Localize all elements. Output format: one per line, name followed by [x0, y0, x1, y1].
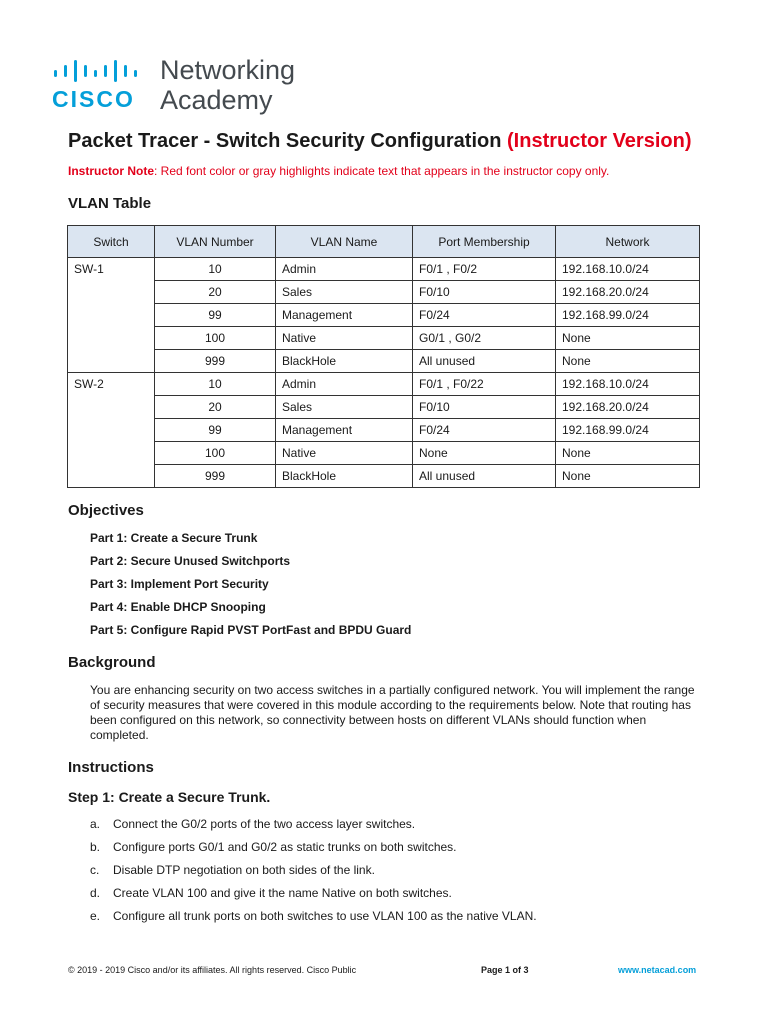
table-row: [68, 442, 700, 465]
objective-item: Part 1: Create a Secure Trunk: [90, 531, 258, 545]
step-letter: d.: [90, 886, 101, 900]
network-cell: None: [556, 442, 700, 465]
table-header-row: [68, 226, 700, 258]
port-membership-cell: F0/24: [413, 419, 556, 442]
objective-item: Part 2: Secure Unused Switchports: [90, 554, 291, 568]
brand-line-2: Academy: [160, 85, 273, 115]
step-letter: b.: [90, 840, 101, 854]
vlan-number-cell: 99: [155, 419, 276, 442]
vlan-name-cell: Management: [276, 304, 413, 327]
table-row: [68, 281, 700, 304]
vlan-number-cell: 99: [155, 304, 276, 327]
vlan-table-heading: VLAN Table: [68, 195, 152, 212]
switch-cell: SW-2: [68, 373, 155, 488]
network-cell: None: [556, 350, 700, 373]
port-membership-cell: G0/1 , G0/2: [413, 327, 556, 350]
vlan-number-cell: 999: [155, 465, 276, 488]
step-item: [90, 885, 537, 908]
step-text: Configure all trunk ports on both switches to use VLAN 100 as the native VLAN.: [113, 909, 537, 923]
step-text: Connect the G0/2 ports of the two access layer switches.: [113, 817, 416, 831]
step-letter: c.: [90, 863, 100, 877]
column-header: VLAN Name: [276, 226, 413, 258]
step-text: Disable DTP negotiation on both sides of the link.: [113, 863, 375, 877]
step-item: [90, 862, 537, 885]
switch-cell: SW-1: [68, 258, 155, 373]
vlan-name-cell: Management: [276, 419, 413, 442]
title-main: Packet Tracer - Switch Security Configuration: [68, 130, 508, 152]
footer-url-link[interactable]: www.netacad.com: [618, 965, 697, 975]
port-membership-cell: F0/1 , F0/22: [413, 373, 556, 396]
vlan-number-cell: 10: [155, 373, 276, 396]
footer-copyright: © 2019 - 2019 Cisco and/or its affiliates. All rights reserved. Cisco Public: [68, 965, 357, 975]
cisco-wordmark: CISCO: [52, 86, 135, 112]
vlan-number-cell: 999: [155, 350, 276, 373]
table-row: [68, 327, 700, 350]
port-membership-cell: F0/10: [413, 396, 556, 419]
column-header: Switch: [68, 226, 155, 258]
vlan-number-cell: 10: [155, 258, 276, 281]
footer-page-number: Page 1 of 3: [481, 965, 529, 975]
step-1-title: Step 1: Create a Secure Trunk.: [68, 789, 271, 805]
port-membership-cell: F0/1 , F0/2: [413, 258, 556, 281]
port-membership-cell: None: [413, 442, 556, 465]
vlan-name-cell: Admin: [276, 258, 413, 281]
network-cell: 192.168.10.0/24: [556, 373, 700, 396]
instructor-note-label: Instructor Note: [68, 164, 155, 178]
vlan-name-cell: Sales: [276, 281, 413, 304]
step-letter: a.: [90, 817, 101, 831]
column-header: Network: [556, 226, 700, 258]
network-cell: None: [556, 465, 700, 488]
network-cell: None: [556, 327, 700, 350]
table-row: [68, 258, 700, 281]
column-header: Port Membership: [413, 226, 556, 258]
objective-item: Part 4: Enable DHCP Snooping: [90, 600, 266, 614]
table-row: [68, 350, 700, 373]
port-membership-cell: F0/10: [413, 281, 556, 304]
network-cell: 192.168.10.0/24: [556, 258, 700, 281]
title-version: (Instructor Version): [507, 130, 692, 152]
objective-item: Part 5: Configure Rapid PVST PortFast and BPDU Guard: [90, 623, 412, 637]
instructions-heading: Instructions: [68, 759, 154, 776]
vlan-name-cell: Native: [276, 442, 413, 465]
vlan-table: [67, 225, 700, 488]
vlan-name-cell: BlackHole: [276, 350, 413, 373]
step-text: Configure ports G0/1 and G0/2 as static trunks on both switches.: [113, 840, 457, 854]
cisco-networking-academy-logo: [52, 56, 312, 116]
vlan-number-cell: 20: [155, 281, 276, 304]
step-text: Create VLAN 100 and give it the name Native on both switches.: [113, 886, 452, 900]
vlan-name-cell: Sales: [276, 396, 413, 419]
network-cell: 192.168.20.0/24: [556, 396, 700, 419]
port-membership-cell: All unused: [413, 465, 556, 488]
vlan-number-cell: 100: [155, 327, 276, 350]
vlan-number-cell: 20: [155, 396, 276, 419]
cisco-bars-icon: [52, 60, 148, 82]
step-item: [90, 839, 537, 862]
vlan-name-cell: Admin: [276, 373, 413, 396]
objective-item: Part 3: Implement Port Security: [90, 577, 269, 591]
network-cell: 192.168.20.0/24: [556, 281, 700, 304]
table-row: [68, 419, 700, 442]
objectives-list: [90, 530, 411, 645]
background-paragraph: You are enhancing security on two access switches in a partially configured network. You will implement the range of security measures that were covered in this module according to the requirements below. Note that routing has been configured on this network, so connectivity between hosts on different VLANs should function when completed.: [90, 683, 695, 742]
objectives-heading: Objectives: [68, 502, 144, 519]
table-row: [68, 373, 700, 396]
page-title: [68, 130, 692, 153]
port-membership-cell: All unused: [413, 350, 556, 373]
vlan-name-cell: Native: [276, 327, 413, 350]
network-cell: 192.168.99.0/24: [556, 419, 700, 442]
step-item: [90, 816, 537, 839]
table-row: [68, 304, 700, 327]
vlan-name-cell: BlackHole: [276, 465, 413, 488]
instructor-note: [68, 164, 609, 178]
instructor-note-text: : Red font color or gray highlights indicate text that appears in the instructor copy only.: [154, 164, 610, 178]
port-membership-cell: F0/24: [413, 304, 556, 327]
step-item: [90, 908, 537, 931]
background-heading: Background: [68, 654, 156, 671]
table-row: [68, 465, 700, 488]
brand-line-1: Networking: [160, 55, 296, 85]
column-header: VLAN Number: [155, 226, 276, 258]
table-row: [68, 396, 700, 419]
step-1-list: [90, 816, 537, 931]
vlan-number-cell: 100: [155, 442, 276, 465]
network-cell: 192.168.99.0/24: [556, 304, 700, 327]
step-letter: e.: [90, 909, 101, 923]
